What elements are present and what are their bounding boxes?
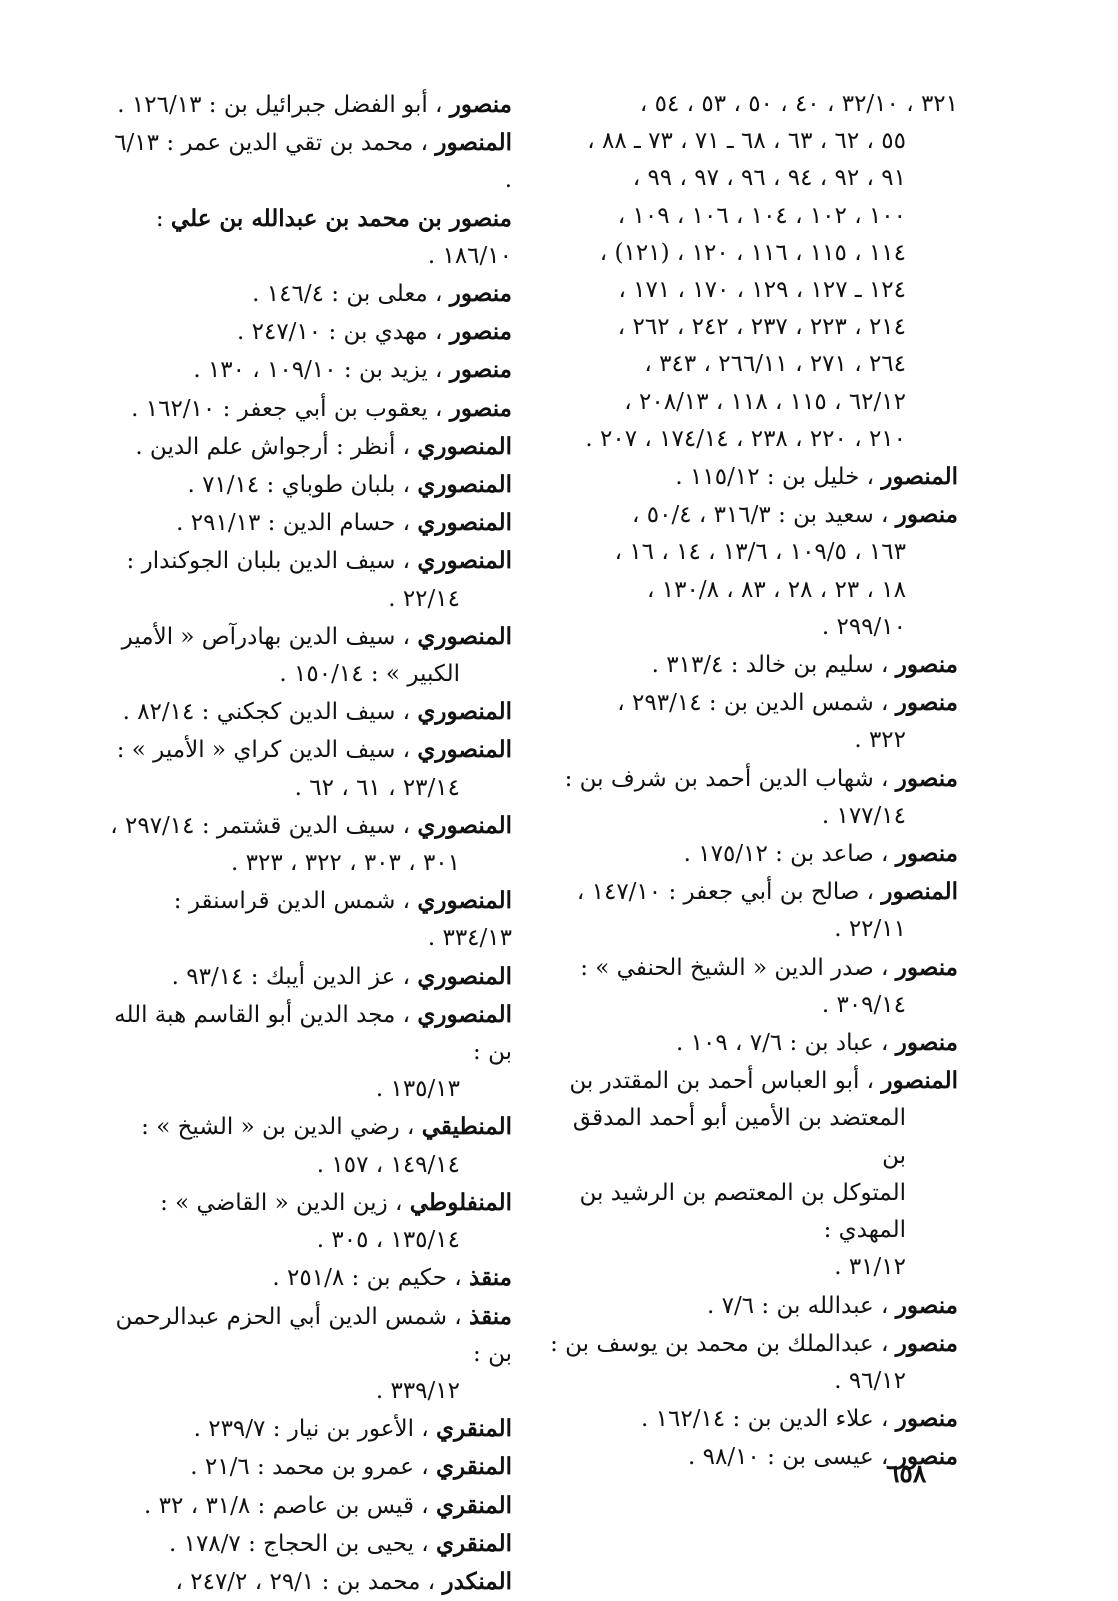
entry-text: ، شهاب الدين أحمد بن شرف بن : bbox=[564, 765, 889, 792]
entry-continuation: الكبير » : ١٥٠/١٤ . bbox=[279, 661, 460, 688]
entry-headword: منصور bbox=[449, 356, 512, 384]
entry-headword: المنصوري bbox=[417, 962, 512, 990]
entry-text: ، سيف الدين كجكني : ٨٢/١٤ . bbox=[122, 699, 411, 726]
entry-continuation: ٢١٠ ، ٢٢٠ ، ٢٣٨ ، ١٧٤/١٤ ، ٢٠٧ . bbox=[585, 425, 906, 452]
entry-headword: المنقري bbox=[436, 1491, 512, 1519]
index-entry bbox=[100, 1410, 512, 1448]
entry-continuation: ٦٢/١٢ ، ١١٥ ، ١١٨ ، ٢٠٨/١٣ ، bbox=[624, 388, 906, 415]
entry-headword: منصور bbox=[449, 91, 512, 118]
entry-headword: المنصوري bbox=[417, 887, 512, 915]
entry-text: ، أبو العباس أحمد بن المقتدر بن bbox=[569, 1068, 875, 1095]
entry-text: ، صدر الدين « الشيخ الحنفي » : bbox=[580, 954, 889, 981]
entry-text: ، محمد بن تقي الدين عمر : ٦/١٣ . bbox=[114, 130, 512, 194]
entry-text: ، أبو الفضل جبرائيل بن : ١٢٦/١٣ . bbox=[117, 92, 443, 118]
entry-continuation: ٥٥ ، ٦٢ ، ٦٣ ، ٦٨ ـ ٧١ ، ٧٣ ـ ٨٨ ، bbox=[587, 128, 906, 155]
entry-continuation: ١١٤ ، ١١٥ ، ١١٦ ، ١٢٠ ، (١٢١) ، bbox=[599, 239, 906, 266]
entry-text: ، قيس بن عاصم : ٣١/٨ ، ٣٢ . bbox=[144, 1492, 429, 1519]
entry-headword: منصور bbox=[895, 1443, 958, 1471]
entry-headword: منصور bbox=[895, 501, 958, 529]
index-entry bbox=[100, 693, 512, 731]
index-entry bbox=[100, 958, 512, 996]
entry-continuation: ٢٩٩/١٠ . bbox=[821, 613, 906, 640]
index-entry bbox=[100, 504, 512, 542]
entry-headword: المنصور bbox=[881, 878, 958, 906]
index-entry bbox=[100, 1108, 512, 1183]
entry-headword: منصور bbox=[895, 1405, 958, 1433]
page-number: ٦٥٨ bbox=[886, 1459, 927, 1488]
entry-text: ، سيف الدين قشتمر : ٢٩٧/١٤ ، bbox=[110, 812, 411, 839]
index-entry bbox=[548, 1024, 958, 1062]
entry-headword: المنطيقي bbox=[421, 1113, 512, 1141]
entry-headword: المنفلوطي bbox=[409, 1188, 512, 1216]
entry-headword: المنصوري bbox=[417, 1000, 512, 1028]
index-entry bbox=[100, 466, 512, 504]
entry-continuation: ٣٢٢ . bbox=[854, 727, 906, 754]
index-entry bbox=[100, 1487, 512, 1525]
index-entry bbox=[548, 496, 958, 646]
entry-continuation: ٩٦/١٢ . bbox=[834, 1367, 906, 1394]
entry-headword: منصور bbox=[895, 689, 958, 717]
index-entry bbox=[100, 1563, 512, 1601]
entry-headword: المنصوري bbox=[417, 471, 512, 499]
entry-headword: المنصوري bbox=[417, 622, 512, 650]
index-entry bbox=[548, 835, 958, 873]
entry-continuation: ٢٢/١١ . bbox=[834, 916, 906, 943]
index-entry bbox=[100, 1448, 512, 1486]
entry-continuation: ٢٣/١٤ ، ٦١ ، ٦٢ . bbox=[294, 774, 460, 801]
entry-text: ، بلبان طوباي : ٧١/١٤ . bbox=[187, 472, 411, 499]
entry-text: ، صالح بن أبي جعفر : ١٤٧/١٠ ، bbox=[576, 879, 875, 906]
entry-text: ، عمرو بن محمد : ٢١/٦ . bbox=[190, 1454, 429, 1481]
entry-headword: منصور bbox=[895, 764, 958, 792]
entry-text: ، عيسى بن : ٩٨/١٠ . bbox=[688, 1444, 889, 1471]
entry-text: ، مهدي بن : ٢٤٧/١٠ . bbox=[237, 319, 443, 346]
index-entry bbox=[100, 313, 512, 351]
entry-continuation: المعتضد بن الأمين أبو أحمد المدقق بن bbox=[572, 1105, 906, 1169]
entry-headword: منصور bbox=[449, 394, 512, 422]
index-entry bbox=[548, 1287, 958, 1325]
index-entry bbox=[548, 949, 958, 1024]
entry-headword: منقذ bbox=[469, 1302, 512, 1330]
index-column-right bbox=[548, 86, 958, 1477]
index-entry bbox=[548, 86, 958, 458]
entry-headword: منصور bbox=[895, 1029, 958, 1057]
index-entry bbox=[100, 618, 512, 693]
entry-headword: منصور bbox=[449, 318, 512, 346]
entry-text: ، حسام الدين : ٢٩١/١٣ . bbox=[176, 510, 411, 537]
index-entry bbox=[100, 200, 512, 275]
entry-continuation: ٩١ ، ٩٢ ، ٩٤ ، ٩٦ ، ٩٧ ، ٩٩ ، bbox=[632, 165, 906, 192]
entry-text: ، محمد بن : ٢٩/١ ، ٢٤٧/٢ ، bbox=[175, 1568, 436, 1595]
entry-continuation: المتوكل بن المعتصم بن الرشيد بن المهدي : bbox=[579, 1179, 906, 1244]
index-entry bbox=[100, 86, 512, 124]
index-entry bbox=[548, 1062, 958, 1286]
entry-headword: المنصوري bbox=[417, 736, 512, 764]
index-entry bbox=[100, 275, 512, 313]
entry-headword: المنصوري bbox=[417, 509, 512, 537]
index-entry bbox=[100, 882, 512, 957]
entry-text: ، الأعور بن نيار : ٢٣٩/٧ . bbox=[193, 1416, 429, 1443]
entry-headword: منصور bbox=[895, 1329, 958, 1357]
entry-text: ، زين الدين « القاضي » : bbox=[160, 1189, 403, 1216]
entry-continuation: ١٦٣ ، ١٠٩/٥ ، ١٣/٦ ، ١٤ ، ١٦ ، bbox=[614, 539, 906, 566]
entry-headword: منصور bbox=[895, 1291, 958, 1319]
entry-continuation: ١٨ ، ٢٣ ، ٢٨ ، ٨٣ ، ١٣٠/٨ ، bbox=[647, 576, 906, 603]
entry-continuation: ١٣٥/١٣ . bbox=[375, 1076, 460, 1103]
entry-headword: المنقري bbox=[436, 1415, 512, 1443]
index-column-left bbox=[100, 86, 512, 1601]
entry-text: ٣٢١ ، ٣٢/١٠ ، ٤٠ ، ٥٠ ، ٥٣ ، ٥٤ ، bbox=[639, 91, 958, 117]
index-entry bbox=[100, 731, 512, 806]
index-entry bbox=[548, 1400, 958, 1438]
entry-text: ، شمس الدين قراسنقر : ٣٣٤/١٣ . bbox=[173, 888, 512, 952]
index-entry bbox=[100, 1298, 512, 1411]
index-entry bbox=[100, 390, 512, 428]
entry-continuation: ١٠٠ ، ١٠٢ ، ١٠٤ ، ١٠٦ ، ١٠٩ ، bbox=[617, 202, 906, 229]
entry-headword: المنصور bbox=[881, 463, 958, 491]
entry-text: ، عبدالملك بن محمد بن يوسف بن : bbox=[550, 1330, 889, 1357]
entry-headword: منصور بن محمد بن عبدالله بن علي bbox=[170, 204, 512, 232]
entry-text: ، مجد الدين أبو القاسم هبة الله بن : bbox=[114, 1001, 512, 1066]
index-entry bbox=[548, 458, 958, 496]
entry-headword: منصور bbox=[449, 280, 512, 308]
entry-continuation: ٢٢/١٤ . bbox=[388, 585, 460, 612]
entry-text: ، رضي الدين بن « الشيخ » : bbox=[141, 1114, 415, 1141]
entry-text: ، أنظر : أرجواش علم الدين . bbox=[135, 433, 411, 460]
entry-continuation: ١٧٧/١٤ . bbox=[821, 802, 906, 829]
entry-text: ، معلى بن : ١٤٦/٤ . bbox=[252, 281, 443, 308]
entry-text: ، شمس الدين أبي الحزم عبدالرحمن بن : bbox=[115, 1303, 512, 1367]
entry-continuation: ٣٣٩/١٢ . bbox=[375, 1377, 460, 1404]
entry-headword: المنكدر bbox=[442, 1567, 512, 1595]
index-entry bbox=[548, 873, 958, 948]
entry-text: ، سيف الدين كراي « الأمير » : bbox=[116, 737, 411, 764]
entry-text: ، يحيى بن الحجاج : ١٧٨/٧ . bbox=[168, 1530, 429, 1557]
entry-text: ، عز الدين أيبك : ٩٣/١٤ . bbox=[171, 963, 411, 990]
index-entry bbox=[100, 124, 512, 199]
index-entry bbox=[100, 542, 512, 617]
index-entry bbox=[100, 1525, 512, 1563]
entry-headword: المنصوري bbox=[417, 547, 512, 575]
entry-continuation: ١٢٤ ـ ١٢٧ ، ١٢٩ ، ١٧٠ ، ١٧١ ، bbox=[618, 277, 906, 304]
entry-text: ، سليم بن خالد : ٣١٣/٤ . bbox=[651, 652, 889, 679]
index-entry bbox=[100, 807, 512, 882]
index-entry bbox=[100, 996, 512, 1109]
entry-text: ، سعيد بن : ٣١٦/٣ ، ٥٠/٤ ، bbox=[632, 502, 889, 529]
entry-text: ، شمس الدين بن : ٢٩٣/١٤ ، bbox=[617, 690, 889, 717]
entry-headword: المنقري bbox=[436, 1529, 512, 1557]
entry-headword: منقذ bbox=[469, 1264, 512, 1292]
entry-headword: المنصور bbox=[435, 129, 512, 157]
entry-headword: منصور bbox=[895, 953, 958, 981]
entry-continuation: ١٣٥/١٤ ، ٣٠٥ . bbox=[316, 1227, 460, 1254]
entry-text: ، عبدالله بن : ٧/٦ . bbox=[706, 1292, 889, 1319]
entry-text: ، سيف الدين بلبان الجوكندار : bbox=[126, 548, 411, 575]
index-entry bbox=[100, 1184, 512, 1259]
entry-headword: منصور bbox=[895, 651, 958, 679]
index-entry bbox=[100, 1259, 512, 1297]
entry-text: ، صاعد بن : ١٧٥/١٢ . bbox=[683, 841, 889, 868]
entry-continuation: ٣١/١٢ . bbox=[834, 1254, 906, 1281]
entry-headword: المنقري bbox=[436, 1453, 512, 1481]
entry-text: ، يزيد بن : ١٠٩/١٠ ، ١٣٠ . bbox=[193, 357, 443, 384]
entry-continuation: ٣٠٩/١٤ . bbox=[821, 991, 906, 1018]
entry-continuation: ٢٦٤ ، ٢٧١ ، ٢٦٦/١١ ، ٣٤٣ ، bbox=[644, 351, 906, 378]
index-entry bbox=[548, 760, 958, 835]
entry-text: ، يعقوب بن أبي جعفر : ١٦٢/١٠ . bbox=[131, 395, 443, 422]
entry-text: : ١٨٦/١٠ . bbox=[155, 205, 512, 269]
index-entry bbox=[548, 1325, 958, 1400]
entry-headword: المنصور bbox=[881, 1067, 958, 1095]
entry-headword: المنصوري bbox=[417, 432, 512, 460]
index-entry bbox=[100, 428, 512, 466]
entry-continuation: ١٤٩/١٤ ، ١٥٧ . bbox=[316, 1151, 460, 1178]
entry-text: ، حكيم بن : ٢٥١/٨ . bbox=[272, 1265, 462, 1292]
entry-text: ، علاء الدين بن : ١٦٢/١٤ . bbox=[641, 1406, 889, 1433]
entry-continuation: ٣٠١ ، ٣٠٣ ، ٣٢٢ ، ٣٢٣ . bbox=[230, 850, 460, 877]
index-entry bbox=[548, 646, 958, 684]
entry-continuation: ٢١٤ ، ٢٢٣ ، ٢٣٧ ، ٢٤٢ ، ٢٦٢ ، bbox=[617, 314, 906, 341]
index-entry bbox=[548, 684, 958, 759]
entry-headword: المنصوري bbox=[417, 811, 512, 839]
entry-headword: المنصوري bbox=[417, 698, 512, 726]
entry-text: ، عباد بن : ٧/٦ ، ١٠٩ . bbox=[676, 1030, 889, 1057]
index-entry bbox=[100, 351, 512, 389]
entry-text: ، خليل بن : ١١٥/١٢ . bbox=[675, 464, 875, 491]
entry-text: ، سيف الدين بهادرآص « الأمير bbox=[121, 623, 411, 650]
entry-headword: منصور bbox=[895, 840, 958, 868]
